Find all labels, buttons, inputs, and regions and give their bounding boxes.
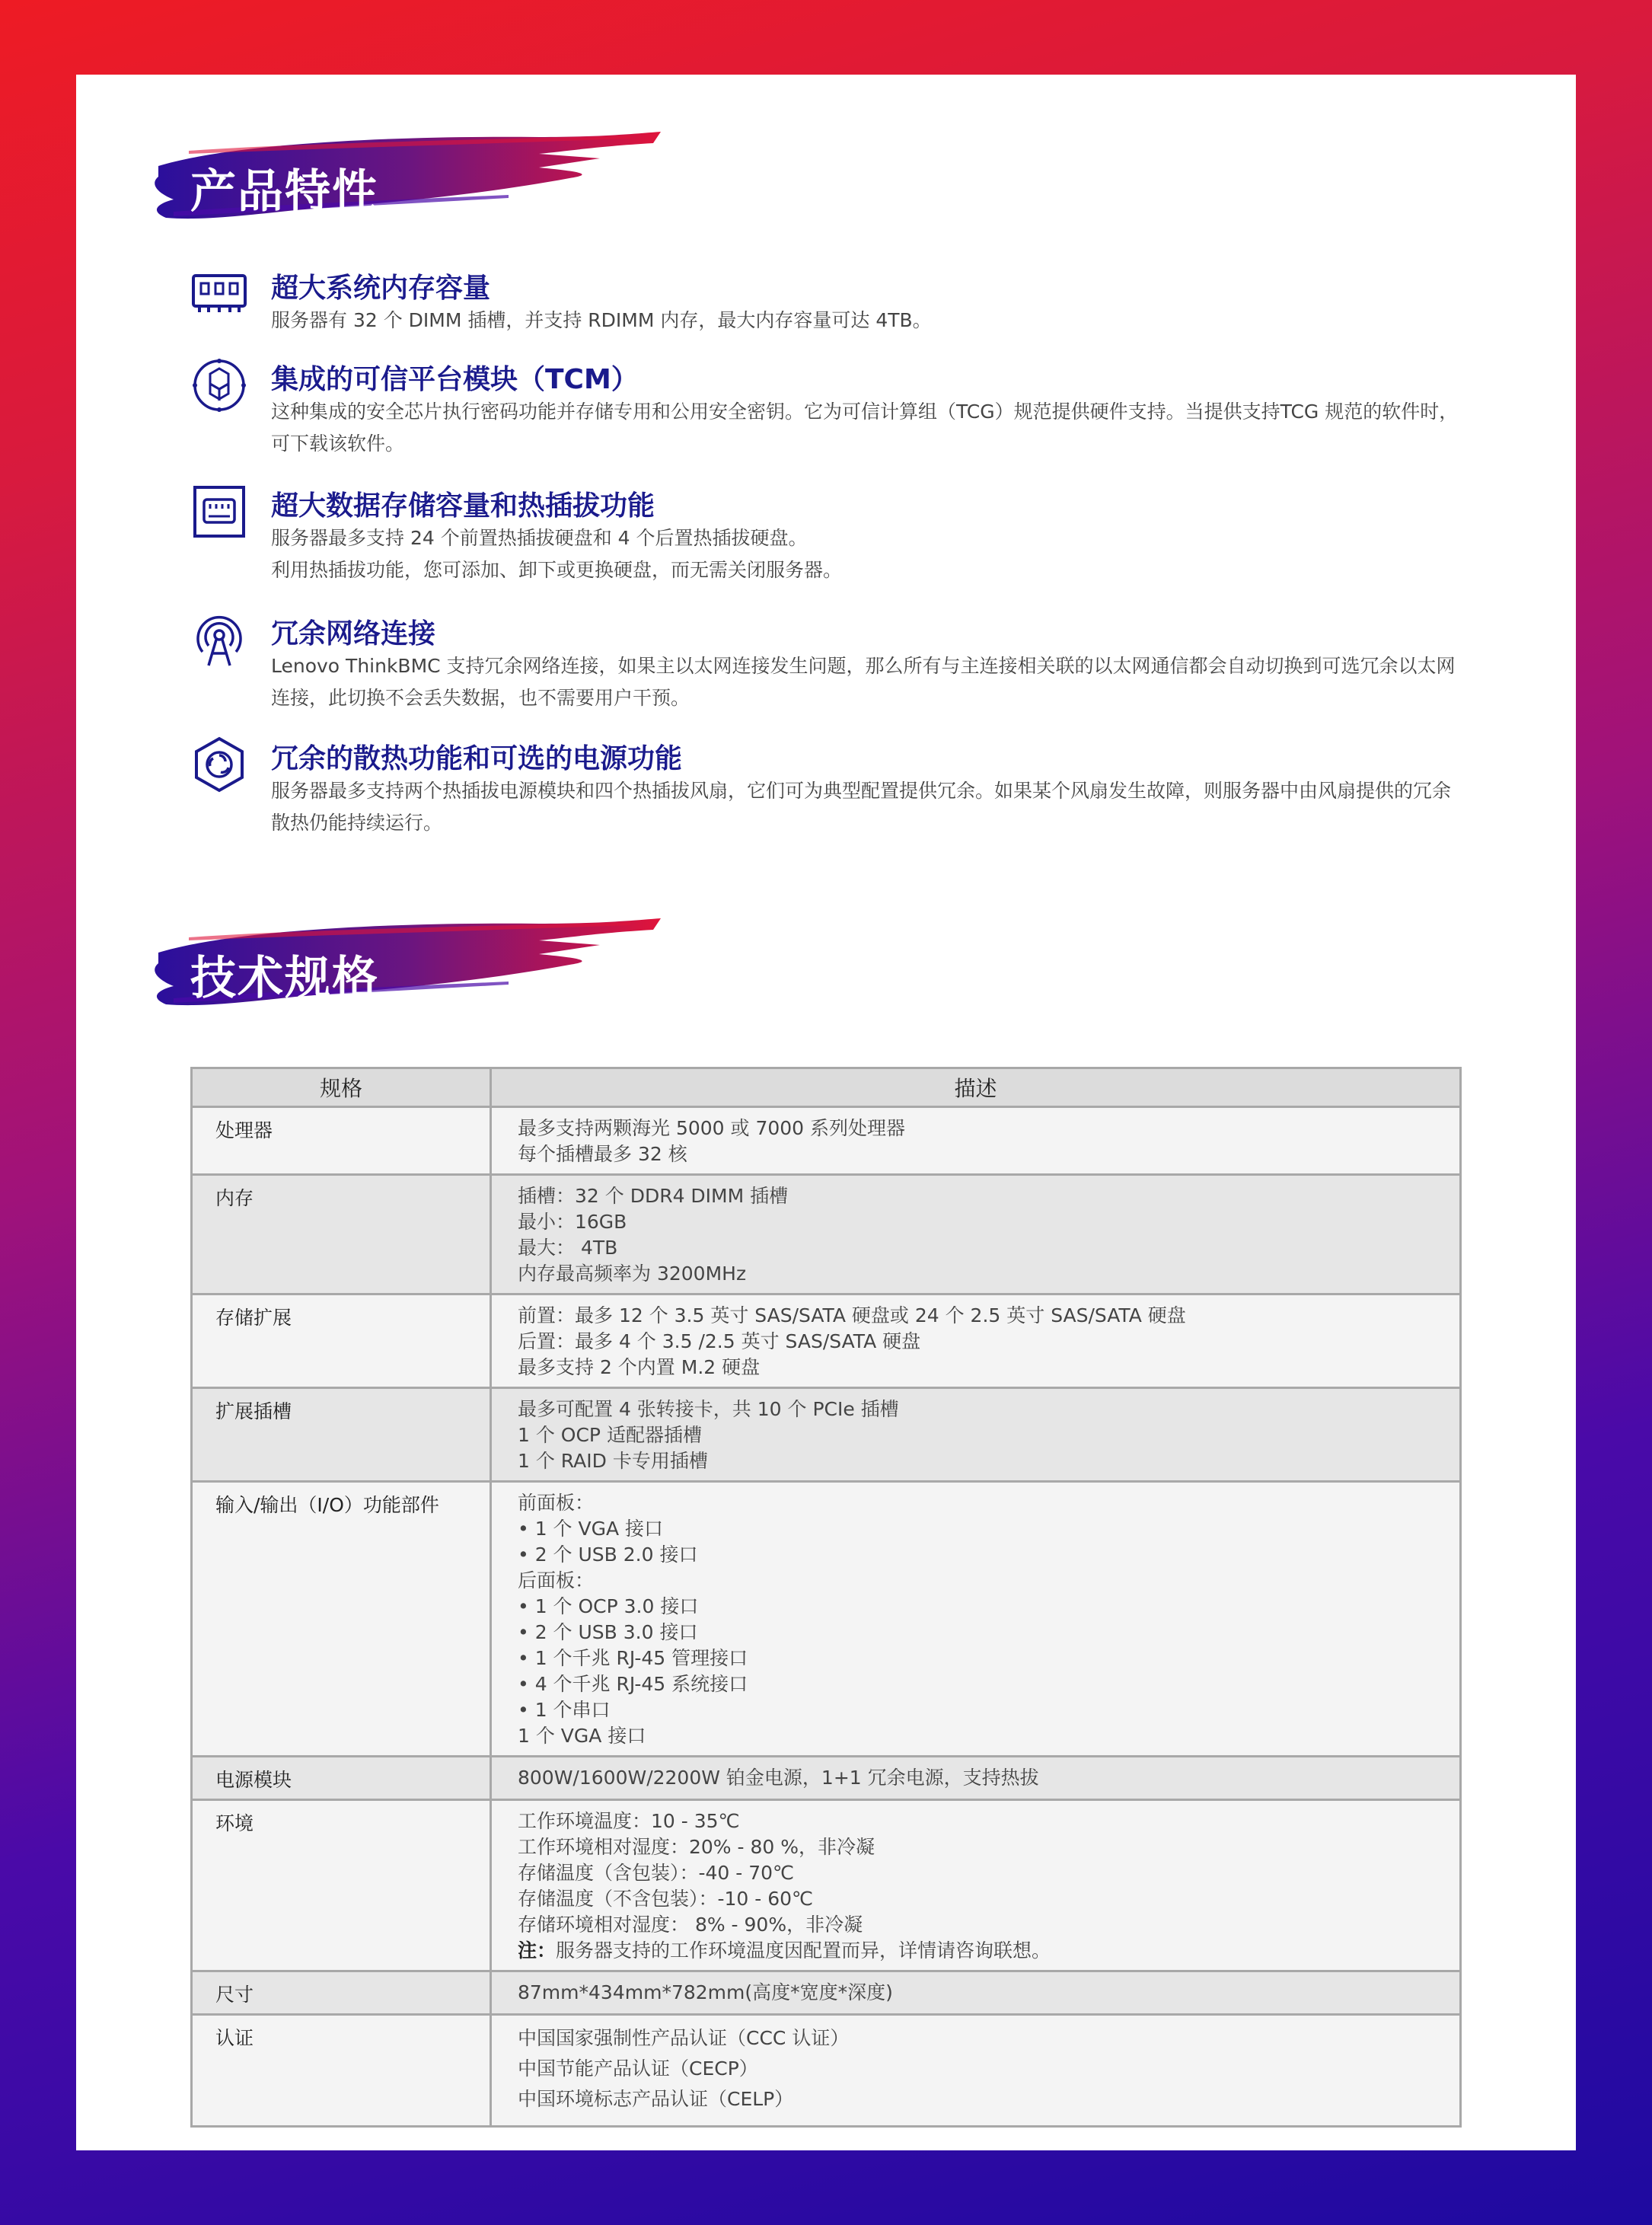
spec-line: • 1 个 OCP 3.0 接口 bbox=[518, 1595, 699, 1617]
spec-line: 最小：16GB bbox=[518, 1211, 627, 1233]
spec-line: • 1 个千兆 RJ-45 管理接口 bbox=[518, 1647, 748, 1669]
spec-line: 存储温度（不含包装）：-10 - 60℃ bbox=[518, 1888, 814, 1910]
column-header: 描述 bbox=[491, 1068, 1461, 1107]
note-text: 服务器支持的工作环境温度因配置而异，详情请咨询联想。 bbox=[556, 1939, 1051, 1962]
spec-line: 1 个 VGA 接口 bbox=[518, 1725, 646, 1747]
network-antenna-icon bbox=[190, 611, 248, 669]
spec-name: 输入/输出（I/O）功能部件 bbox=[192, 1482, 491, 1757]
datasheet-page bbox=[76, 75, 1576, 2150]
spec-name: 扩展插槽 bbox=[192, 1388, 491, 1482]
spec-name: 存储扩展 bbox=[192, 1294, 491, 1388]
spec-line: 87mm*434mm*782mm(高度*宽度*深度) bbox=[518, 1981, 893, 2003]
chip-cubes-icon bbox=[190, 356, 248, 414]
feature-description: 服务器最多支持 24 个前置热插拔硬盘和 4 个后置热插拔硬盘。 利用热插拔功能，您可添加、卸下或更换硬盘，而无需关闭服务器。 bbox=[271, 527, 843, 581]
spec-description bbox=[491, 1107, 1461, 1175]
spec-name: 环境 bbox=[192, 1800, 491, 1971]
feature-title: 超大系统内存容量 bbox=[271, 273, 491, 304]
table-row bbox=[192, 1294, 1461, 1388]
table-row bbox=[192, 1107, 1461, 1175]
specs-section-banner bbox=[143, 907, 676, 1021]
table-row bbox=[192, 1388, 1461, 1482]
spec-line: 中国节能产品认证（CECP） bbox=[518, 2057, 758, 2080]
spec-name: 电源模块 bbox=[192, 1757, 491, 1800]
spec-name: 尺寸 bbox=[192, 1971, 491, 2015]
features-section-banner bbox=[143, 120, 676, 235]
spec-line: 最多支持两颗海光 5000 或 7000 系列处理器 bbox=[518, 1117, 906, 1139]
table-row bbox=[192, 2015, 1461, 2127]
spec-description bbox=[491, 1800, 1461, 1971]
spec-description bbox=[491, 2015, 1461, 2127]
table-row bbox=[192, 1482, 1461, 1757]
spec-line: • 1 个串口 bbox=[518, 1699, 611, 1721]
spec-line: • 2 个 USB 3.0 接口 bbox=[518, 1621, 698, 1643]
spec-line: 存储温度（含包装）：-40 - 70℃ bbox=[518, 1862, 795, 1884]
spec-line: 工作环境相对湿度：20% - 80 %，非冷凝 bbox=[518, 1836, 875, 1858]
spec-line: 中国环境标志产品认证（CELP） bbox=[518, 2088, 794, 2110]
spec-description bbox=[491, 1757, 1461, 1800]
feature-description: 服务器最多支持两个热插拔电源模块和四个热插拔风扇，它们可为典型配置提供冗余。如果某个风扇发生故障，则服务器中由风扇提供的冗余散热仍能持续运行。 bbox=[271, 780, 1452, 834]
spec-line: 工作环境温度：10 - 35℃ bbox=[518, 1810, 740, 1832]
spec-line: • 4 个千兆 RJ-45 系统接口 bbox=[518, 1673, 748, 1695]
feature-title: 集成的可信平台模块（TCM） bbox=[271, 364, 639, 395]
spec-line: 前置：最多 12 个 3.5 英寸 SAS/SATA 硬盘或 24 个 2.5 英寸 SAS/SATA 硬盘 bbox=[518, 1304, 1186, 1326]
table-row bbox=[192, 1971, 1461, 2015]
feature-description: 这种集成的安全芯片执行密码功能并存储专用和公用安全密钥。它为可信计算组（TCG）规范提供硬件支持。当提供支持TCG 规范的软件时，可下载该软件。 bbox=[271, 401, 1459, 455]
table-header-row bbox=[192, 1068, 1461, 1107]
spec-name: 处理器 bbox=[192, 1107, 491, 1175]
spec-line: 800W/1600W/2200W 铂金电源，1+1 冗余电源，支持热拔 bbox=[518, 1767, 1039, 1789]
spec-line: 每个插槽最多 32 核 bbox=[518, 1143, 687, 1165]
table-row bbox=[192, 1800, 1461, 1971]
spec-line: 内存最高频率为 3200MHz bbox=[518, 1263, 747, 1285]
spec-line: 存储环境相对湿度： 8% - 90%，非冷凝 bbox=[518, 1914, 863, 1936]
spec-table bbox=[190, 1067, 1462, 2128]
spec-name: 认证 bbox=[192, 2015, 491, 2127]
spec-line: 1 个 OCP 适配器插槽 bbox=[518, 1424, 702, 1446]
spec-line: • 2 个 USB 2.0 接口 bbox=[518, 1543, 698, 1566]
spec-line: • 1 个 VGA 接口 bbox=[518, 1518, 664, 1540]
spec-description bbox=[491, 1294, 1461, 1388]
spec-line: 中国国家强制性产品认证（CCC 认证） bbox=[518, 2027, 850, 2049]
feature-title: 冗余网络连接 bbox=[271, 618, 436, 650]
feature-description: 服务器有 32 个 DIMM 插槽，并支持 RDIMM 内存，最大内存容量可达 4TB。 bbox=[271, 309, 932, 331]
drive-icon bbox=[190, 483, 248, 541]
spec-description bbox=[491, 1482, 1461, 1757]
spec-line: 最多支持 2 个内置 M.2 硬盘 bbox=[518, 1356, 761, 1378]
spec-line: 前面板： bbox=[518, 1492, 595, 1514]
spec-line: 最多可配置 4 张转接卡，共 10 个 PCIe 插槽 bbox=[518, 1398, 899, 1420]
column-header: 规格 bbox=[192, 1068, 491, 1107]
feature-description: Lenovo ThinkBMC 支持冗余网络连接，如果主以太网连接发生问题，那么所有与主连接相关联的以太网通信都会自动切换到可选冗余以太网连接，此切换不会丢失数据，也不需要用户干预。 bbox=[271, 655, 1456, 709]
spec-line: 后面板： bbox=[518, 1569, 595, 1591]
table-row bbox=[192, 1175, 1461, 1294]
spec-line: 插槽：32 个 DDR4 DIMM 插槽 bbox=[518, 1185, 789, 1207]
feature-title: 冗余的散热功能和可选的电源功能 bbox=[271, 743, 683, 774]
fan-hexagon-icon bbox=[190, 736, 248, 793]
feature-title: 超大数据存储容量和热插拔功能 bbox=[271, 490, 655, 522]
spec-description bbox=[491, 1388, 1461, 1482]
table-row bbox=[192, 1757, 1461, 1800]
spec-name: 内存 bbox=[192, 1175, 491, 1294]
spec-line: 1 个 RAID 卡专用插槽 bbox=[518, 1450, 708, 1472]
note-label: 注： bbox=[518, 1939, 557, 1962]
spec-description bbox=[491, 1175, 1461, 1294]
spec-line: 最大： 4TB bbox=[518, 1237, 618, 1259]
memory-icon bbox=[190, 265, 248, 323]
spec-description bbox=[491, 1971, 1461, 2015]
specs-section-title: 技术规格 bbox=[190, 952, 379, 1005]
features-section-title: 产品特性 bbox=[190, 165, 379, 219]
spec-line: 后置：最多 4 个 3.5 /2.5 英寸 SAS/SATA 硬盘 bbox=[518, 1330, 921, 1352]
spec-note-line bbox=[518, 1938, 1459, 1964]
